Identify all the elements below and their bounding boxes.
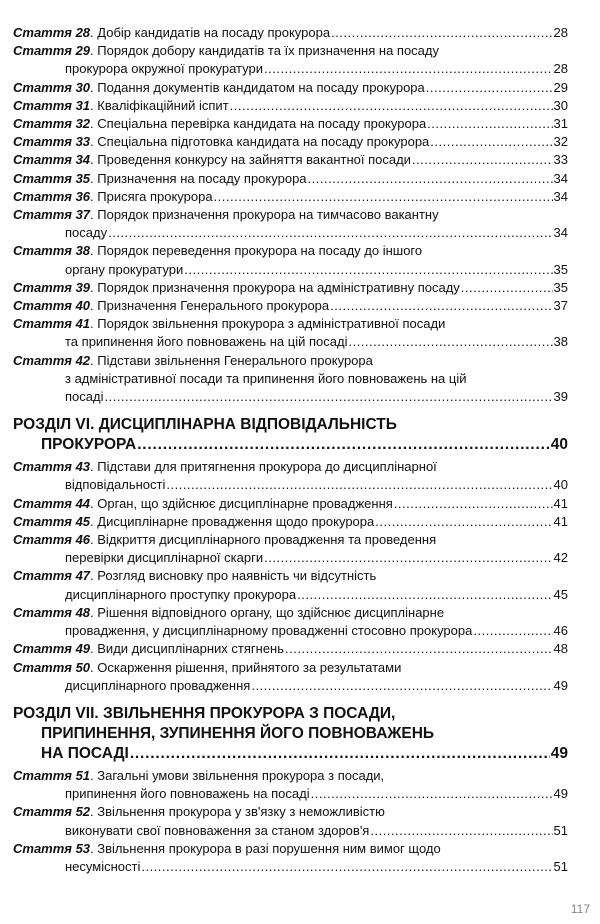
article-title: Присяга прокурора (97, 188, 213, 204)
label-separator: . (90, 568, 98, 584)
label-separator: . (90, 116, 98, 132)
dot-leader (348, 333, 552, 351)
toc-entry (13, 297, 568, 315)
page-ref: 42 (553, 550, 568, 566)
page-ref: 30 (553, 97, 568, 113)
page-ref: 46 (553, 623, 568, 639)
page-ref: 31 (553, 116, 568, 132)
page-ref: 51 (553, 822, 568, 838)
table-of-contents (13, 24, 568, 876)
dot-leader (230, 97, 553, 115)
page-ref: 48 (553, 641, 568, 657)
dot-leader (264, 549, 552, 567)
dot-leader (331, 24, 552, 42)
dot-leader (426, 79, 553, 97)
label-separator: . (90, 513, 98, 529)
article-title: посаді (65, 389, 104, 405)
label-separator: . (90, 134, 98, 150)
label-separator: . (90, 43, 98, 59)
toc-line (13, 495, 568, 513)
article-label: Стаття 30 (13, 79, 91, 95)
label-separator: . (90, 243, 98, 259)
page-ref: 32 (553, 134, 568, 150)
label-separator: . (90, 641, 98, 657)
article-label: Стаття 48 (13, 604, 91, 620)
section-title: РОЗДІЛ VII. ЗВІЛЬНЕННЯ ПРОКУРОРА З ПОСАДИ, (13, 704, 396, 722)
toc-line (13, 297, 568, 315)
article-title: Порядок звільнення прокурора з адміністративної посади (97, 316, 446, 332)
page-ref: 29 (553, 79, 568, 95)
toc-line (13, 79, 568, 97)
dot-leader (308, 170, 553, 188)
dot-leader (130, 744, 550, 764)
page-ref: 41 (553, 495, 568, 511)
article-label: Стаття 49 (13, 641, 91, 657)
toc-line (13, 677, 568, 695)
label-separator: . (90, 840, 98, 856)
page-ref: 49 (553, 786, 568, 802)
article-title: дисциплінарного провадження (65, 677, 251, 693)
toc-line (13, 803, 568, 821)
toc-entry (13, 315, 568, 351)
article-title: виконувати свої повноваження за станом здоров'я (65, 822, 370, 838)
article-title: Загальні умови звільнення прокурора з посади, (97, 767, 385, 783)
toc-entry (13, 279, 568, 297)
toc-line (13, 586, 568, 604)
page-ref: 35 (553, 261, 568, 277)
article-label: Стаття 43 (13, 459, 91, 475)
dot-leader (375, 513, 552, 531)
toc-line (13, 115, 568, 133)
article-label: Стаття 42 (13, 352, 91, 368)
label-separator: . (90, 352, 98, 368)
page-ref: 49 (550, 744, 568, 762)
toc-line (13, 24, 568, 42)
dot-leader (330, 297, 552, 315)
article-title: відповідальності (65, 477, 166, 493)
toc-entry (13, 79, 568, 97)
toc-entry (13, 352, 568, 407)
page-ref: 37 (553, 298, 568, 314)
article-title: Спеціальна перевірка кандидата на посаду прокурора (97, 116, 427, 132)
toc-line (13, 435, 568, 455)
toc-line (13, 822, 568, 840)
toc-line (13, 767, 568, 785)
dot-leader (370, 822, 552, 840)
toc-section-heading (13, 704, 568, 764)
article-title: Призначення на посаду прокурора (97, 170, 307, 186)
page-ref: 38 (553, 334, 568, 350)
toc-entry (13, 458, 568, 494)
article-title: Порядок призначення прокурора на тимчасово вакантну (97, 207, 439, 223)
article-title: Відкриття дисциплінарного провадження та проведення (97, 532, 437, 548)
toc-entry (13, 24, 568, 42)
toc-entry (13, 840, 568, 876)
toc-line (13, 188, 568, 206)
article-title: з адміністративної посади та припинення його повноважень на цій (65, 370, 467, 386)
article-title: Підстави для притягнення прокурора до дисциплінарної (97, 459, 437, 475)
label-separator: . (90, 532, 98, 548)
dot-leader (311, 785, 553, 803)
article-label: Стаття 53 (13, 840, 91, 856)
dot-leader (166, 476, 552, 494)
toc-line (13, 352, 568, 370)
toc-line (13, 513, 568, 531)
article-title: Підстави звільнення Генерального прокурора (97, 352, 373, 368)
article-label: Стаття 35 (13, 170, 91, 186)
dot-leader (264, 60, 553, 78)
article-title: посаду (65, 225, 108, 241)
article-label: Стаття 52 (13, 804, 91, 820)
toc-entry (13, 188, 568, 206)
toc-line (13, 604, 568, 622)
page-ref: 34 (553, 188, 568, 204)
toc-section-heading (13, 415, 568, 455)
dot-leader (473, 622, 552, 640)
label-separator: . (90, 767, 98, 783)
article-title: Порядок переведення прокурора на посаду до іншого (97, 243, 423, 259)
article-label: Стаття 33 (13, 134, 91, 150)
toc-line (13, 549, 568, 567)
toc-entry (13, 97, 568, 115)
section-title: ПРИПИНЕННЯ, ЗУПИНЕННЯ ЙОГО ПОВНОВАЖЕНЬ (41, 724, 435, 742)
label-separator: . (90, 170, 98, 186)
toc-line (13, 133, 568, 151)
dot-leader (297, 586, 552, 604)
dot-leader (214, 188, 553, 206)
toc-line (13, 622, 568, 640)
label-separator: . (90, 188, 98, 204)
page-ref: 51 (553, 858, 568, 874)
article-title: Дисциплінарне провадження щодо прокурора (97, 513, 375, 529)
toc-entry (13, 133, 568, 151)
article-title: провадження, у дисциплінарному провадженні стосовно прокурора (65, 623, 473, 639)
toc-line (13, 97, 568, 115)
article-label: Стаття 36 (13, 188, 91, 204)
toc-line (13, 370, 568, 388)
article-label: Стаття 29 (13, 43, 91, 59)
toc-line (13, 659, 568, 677)
article-label: Стаття 47 (13, 568, 91, 584)
article-title: Орган, що здійснює дисциплінарне провадження (97, 495, 393, 511)
toc-line (13, 261, 568, 279)
section-title: ПРОКУРОРА (41, 436, 137, 454)
article-title: Оскарження рішення, прийнятого за результатами (97, 659, 402, 675)
section-title: НА ПОСАДІ (41, 744, 129, 762)
label-separator: . (90, 659, 98, 675)
toc-line (13, 415, 568, 435)
toc-line (13, 531, 568, 549)
label-separator: . (90, 604, 98, 620)
article-title: Розгляд висновку про наявність чи відсутність (97, 568, 377, 584)
label-separator: . (90, 298, 98, 314)
article-title: органу прокуратури (65, 261, 184, 277)
toc-entry (13, 151, 568, 169)
toc-line (13, 458, 568, 476)
dot-leader (427, 115, 552, 133)
toc-entry (13, 640, 568, 658)
article-title: несумісності (65, 858, 141, 874)
page-ref: 33 (553, 152, 568, 168)
toc-line (13, 476, 568, 494)
toc-entry (13, 659, 568, 695)
article-title: Добір кандидатів на посаду прокурора (97, 25, 331, 40)
article-title: Проведення конкурсу на зайняття вакантної посади (97, 152, 411, 168)
toc-line (13, 840, 568, 858)
toc-entry (13, 495, 568, 513)
toc-entry (13, 513, 568, 531)
toc-entry (13, 767, 568, 803)
article-title: дисциплінарного проступку прокурора (65, 586, 297, 602)
page-ref: 34 (553, 170, 568, 186)
toc-line (13, 60, 568, 78)
toc-line (13, 333, 568, 351)
toc-entry (13, 531, 568, 567)
toc-line (13, 724, 568, 744)
article-title: та припинення його повноважень на цій посаді (65, 334, 348, 350)
toc-entry (13, 242, 568, 278)
label-separator: . (90, 25, 98, 40)
article-label: Стаття 50 (13, 659, 91, 675)
toc-line (13, 224, 568, 242)
label-separator: . (90, 279, 98, 295)
page-ref: 35 (553, 279, 568, 295)
article-label: Стаття 28 (13, 25, 91, 40)
page-ref: 40 (553, 477, 568, 493)
label-separator: . (90, 459, 98, 475)
article-label: Стаття 37 (13, 207, 91, 223)
article-title: Призначення Генерального прокурора (97, 298, 330, 314)
article-title: Подання документів кандидатом на посаду прокурора (97, 79, 425, 95)
toc-line (13, 242, 568, 260)
article-title: прокурора окружної прокуратури (65, 61, 264, 77)
page-ref: 40 (550, 436, 568, 454)
toc-entry (13, 206, 568, 242)
dot-leader (430, 133, 552, 151)
toc-line (13, 170, 568, 188)
toc-entry (13, 170, 568, 188)
article-title: Порядок призначення прокурора на адміністративну посаду (97, 279, 460, 295)
page-ref: 39 (553, 389, 568, 405)
article-label: Стаття 44 (13, 495, 91, 511)
label-separator: . (90, 207, 98, 223)
article-label: Стаття 34 (13, 152, 91, 168)
article-label: Стаття 38 (13, 243, 91, 259)
toc-line (13, 640, 568, 658)
article-label: Стаття 51 (13, 767, 91, 783)
toc-line (13, 785, 568, 803)
toc-line (13, 42, 568, 60)
article-title: Звільнення прокурора в разі порушення ним вимог щодо (97, 840, 441, 856)
article-label: Стаття 40 (13, 298, 91, 314)
label-separator: . (90, 97, 98, 113)
page-number: 117 (570, 902, 590, 916)
article-label: Стаття 39 (13, 279, 91, 295)
dot-leader (104, 388, 552, 406)
article-title: Спеціальна підготовка кандидата на посаду прокурора (97, 134, 430, 150)
article-title: Порядок добору кандидатів та їх призначення на посаду (97, 43, 439, 59)
toc-entry (13, 567, 568, 603)
toc-line (13, 704, 568, 724)
page-ref: 45 (553, 586, 568, 602)
label-separator: . (90, 495, 98, 511)
dot-leader (461, 279, 553, 297)
toc-line (13, 858, 568, 876)
dot-leader (285, 640, 553, 658)
article-label: Стаття 41 (13, 316, 91, 332)
article-label: Стаття 46 (13, 532, 91, 548)
label-separator: . (90, 804, 98, 820)
label-separator: . (90, 316, 98, 332)
article-title: припинення його повноважень на посаді (65, 786, 310, 802)
section-title: РОЗДІЛ VI. ДИСЦИПЛІНАРНА ВІДПОВІДАЛЬНІСТЬ (13, 416, 397, 434)
dot-leader (108, 224, 552, 242)
dot-leader (251, 677, 552, 695)
toc-entry (13, 604, 568, 640)
toc-entry (13, 42, 568, 78)
article-title: перевірки дисциплінарної скарги (65, 550, 264, 566)
article-title: Кваліфікаційний іспит (97, 97, 229, 113)
label-separator: . (90, 79, 98, 95)
label-separator: . (90, 152, 98, 168)
toc-line (13, 744, 568, 764)
page-ref: 34 (553, 225, 568, 241)
article-title: Звільнення прокурора у зв'язку з неможливістю (97, 804, 385, 820)
article-title: Види дисциплінарних стягнень (97, 641, 285, 657)
dot-leader (394, 495, 553, 513)
toc-line (13, 279, 568, 297)
article-label: Стаття 31 (13, 97, 91, 113)
toc-line (13, 151, 568, 169)
dot-leader (137, 435, 550, 455)
dot-leader (412, 151, 553, 169)
toc-entry (13, 803, 568, 839)
article-label: Стаття 45 (13, 513, 91, 529)
article-label: Стаття 32 (13, 116, 91, 132)
toc-line (13, 315, 568, 333)
page-ref: 49 (553, 677, 568, 693)
dot-leader (141, 858, 552, 876)
page-ref: 28 (553, 25, 568, 40)
toc-line (13, 388, 568, 406)
article-title: Рішення відповідного органу, що здійснює дисциплінарне (97, 604, 445, 620)
page-ref: 41 (553, 513, 568, 529)
toc-entry (13, 115, 568, 133)
page-ref: 28 (553, 61, 568, 77)
dot-leader (184, 261, 552, 279)
toc-line (13, 567, 568, 585)
toc-line (13, 206, 568, 224)
